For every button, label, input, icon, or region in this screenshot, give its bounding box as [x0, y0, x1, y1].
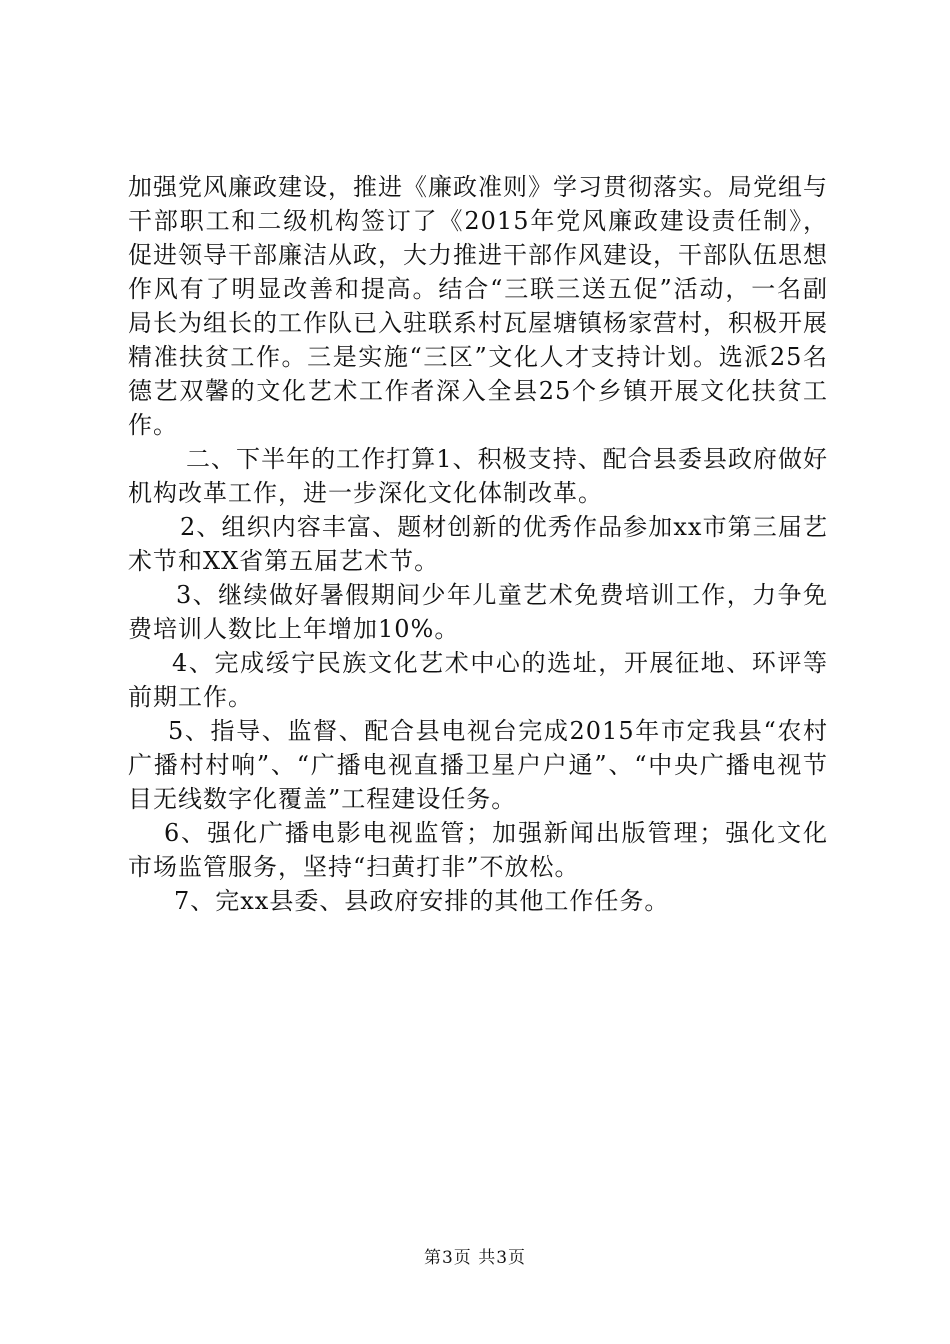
- paragraph-broadcast-projects: 5、指导、监督、配合县电视台完成2015年市定我县“农村广播村村响”、“广播电视直播卫星户户通”、“中央广播电视节目无线数字化覆盖”工程建设任务。: [128, 717, 828, 813]
- document-body: [128, 170, 828, 918]
- paragraph-other-tasks: 7、完xx县委、县政府安排的其他工作任务。: [174, 887, 670, 915]
- paragraph-summer-training: 3、继续做好暑假期间少年儿童艺术免费培训工作，力争免费培训人数比上年增加10%。: [128, 581, 828, 643]
- paragraph-culture-center: 4、完成绥宁民族文化艺术中心的选址，开展征地、环评等前期工作。: [128, 649, 828, 711]
- paragraph-supervision: 6、强化广播电影电视监管；加强新闻出版管理；强化文化市场监管服务，坚持“扫黄打非”不放松。: [128, 819, 828, 881]
- paragraph-party-conduct: 加强党风廉政建设，推进《廉政准则》学习贯彻落实。局党组与干部职工和二级机构签订了《2015年党风廉政建设责任制》，促进领导干部廉洁从政，大力推进干部作风建设，干部队伍思想作风有了明显改善和提高。结合“三联三送五促”活动，一名副局长为组长的工作队已入驻联系村瓦屋塘镇杨家营村，积极开展精准扶贫工作。三是实施“三区”文化人才支持计划。选派25名德艺双馨的文化艺术工作者深入全县25个乡镇开展文化扶贫工作。: [128, 173, 828, 439]
- page-number-footer: 第3页 共3页: [423, 1248, 527, 1268]
- paragraph-second-half-plan: 二、下半年的工作打算1、积极支持、配合县委县政府做好机构改革工作，进一步深化文化体制改革。: [128, 445, 828, 507]
- paragraph-art-festival: 2、组织内容丰富、题材创新的优秀作品参加xx市第三届艺术节和XX省第五届艺术节。: [128, 513, 828, 575]
